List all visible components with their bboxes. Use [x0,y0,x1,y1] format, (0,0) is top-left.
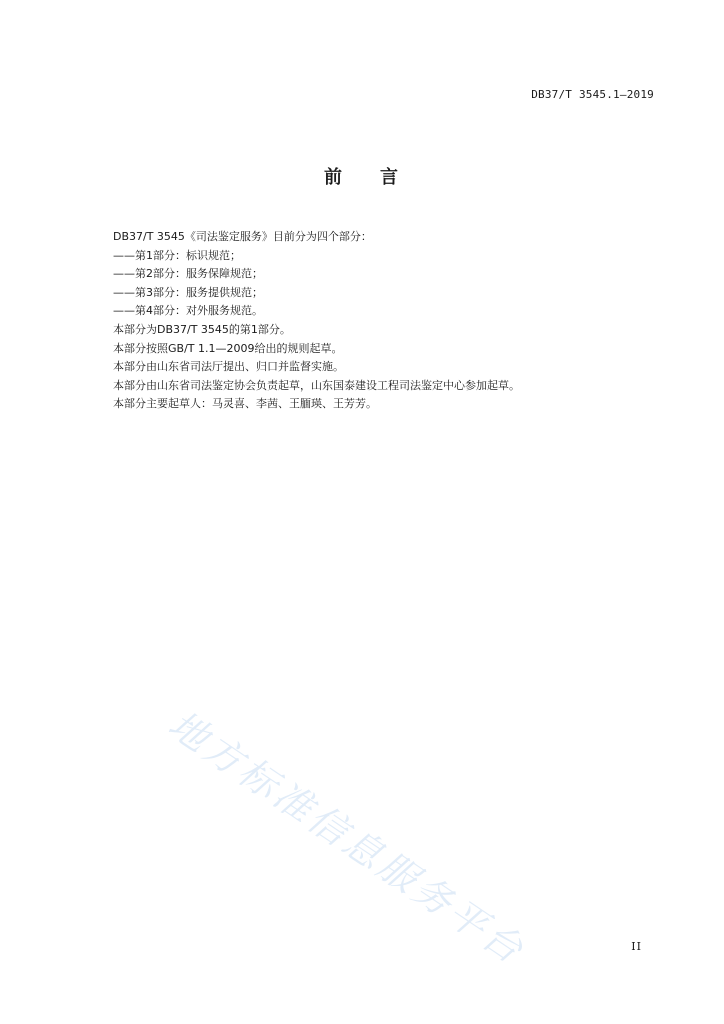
foreword-line: ——第2部分：服务保障规范； [113,267,263,281]
watermark: 地方标准信息服务平台 [160,702,534,974]
page-number: II [631,940,642,953]
title-char-2: 言 [380,167,400,188]
foreword-line: ——第3部分：服务提供规范； [113,285,263,299]
foreword-line: 本部分由山东省司法厅提出、归口并监督实施。 [113,360,344,374]
foreword-line: ——第1部分：标识规范； [113,248,241,262]
foreword-line: 本部分主要起草人：马灵喜、李茜、王腼瑛、王芳芳。 [113,397,377,411]
page-title [0,163,724,189]
foreword-line: DB37/T 3545《司法鉴定服务》目前分为四个部分： [113,230,372,243]
foreword-line: 本部分按照GB/T 1.1—2009给出的规则起草。 [113,341,343,355]
foreword-line: 本部分由山东省司法鉴定协会负责起草，山东国泰建设工程司法鉴定中心参加起草。 [113,378,520,392]
foreword-body [113,228,633,414]
foreword-line: ——第4部分：对外服务规范。 [113,304,263,318]
foreword-line: 本部分为DB37/T 3545的第1部分。 [113,322,291,336]
standard-code: DB37/T 3545.1—2019 [531,88,654,101]
title-char-1: 前 [324,167,344,188]
